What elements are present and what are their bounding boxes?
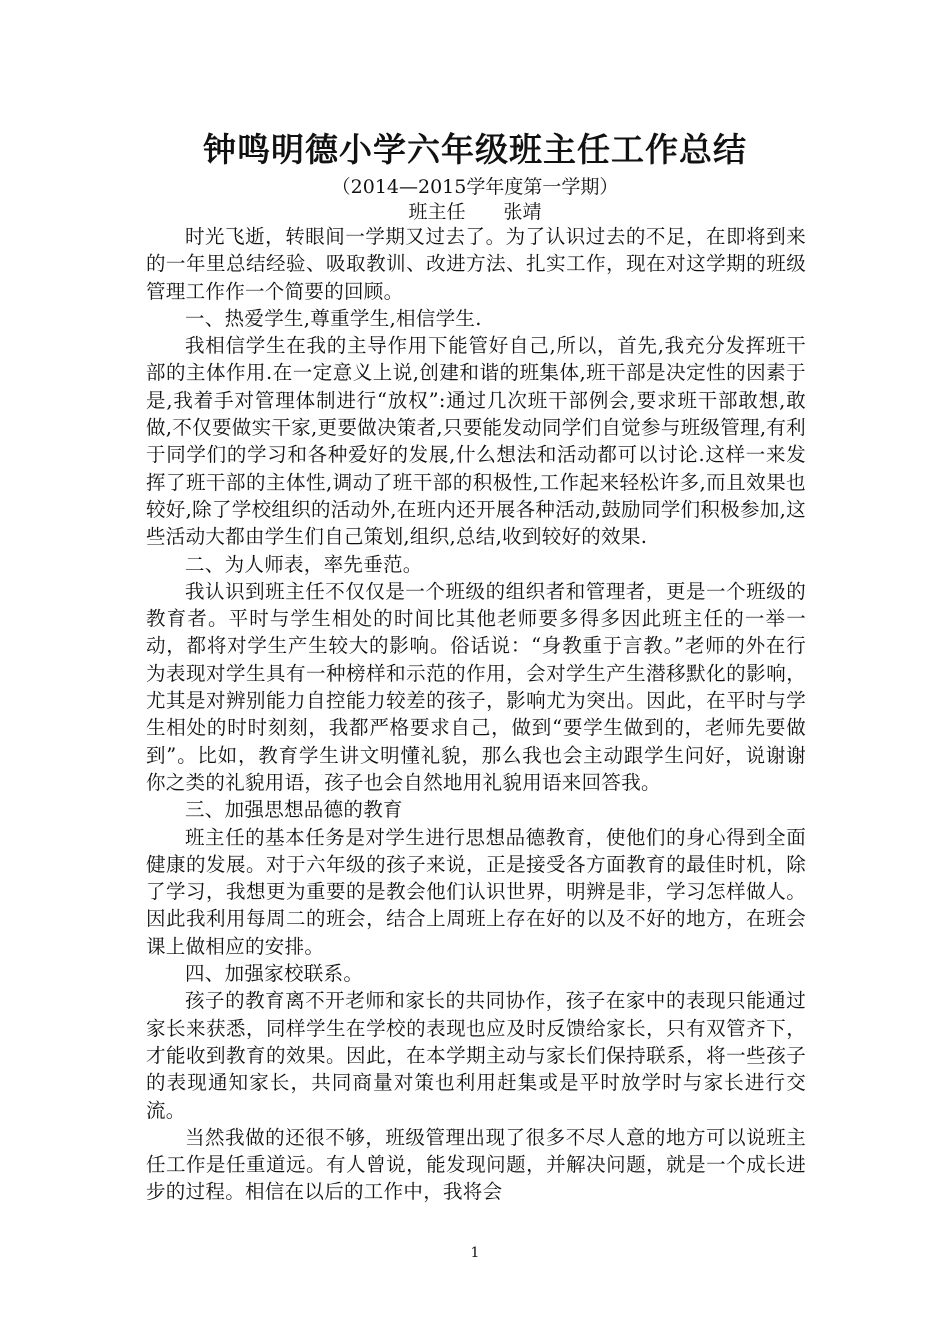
document-title: 钟鸣明德小学六年级班主任工作总结	[203, 130, 747, 169]
author-line: 班主任 张靖	[408, 201, 542, 223]
section-heading-4: 四、加强家校联系。	[185, 962, 364, 986]
page-number: 1	[470, 1245, 480, 1261]
paragraph-section-1: 我相信学生在我的主导作用下能管好自己,所以，首先,我充分发挥班干部的主体作用.在一定意义上说,创建和谐的班集体,班干部是决定性的因素于是,我着手对管理体制进行“放权”:通过几次班干部例会,要求班干部敢想,敢做,不仅要做实干家,更要做决策者,只要能发动同学们自觉参与班级管理,有利于同学们的学习和各种爱好的发展,什么想法和活动都可以讨论.这样一来发挥了班干部的主体性,调动了班干部的积极性,工作起来轻松许多,而且效果也较好,除了学校组织的活动外,在班内还开展各种活动,鼓励同学们积极参加,这些活动大都由学生们自己策划,组织,总结,收到较好的效果.	[146, 334, 806, 549]
document-subtitle: （2014—2015学年度第一学期）	[331, 176, 619, 198]
document-body	[146, 223, 806, 1206]
paragraph-section-2: 我认识到班主任不仅仅是一个班级的组织者和管理者，更是一个班级的教育者。平时与学生相处的时间比其他老师要多得多因此班主任的一举一动，都将对学生产生较大的影响。俗话说：“身教重于言教。”老师的外在行为表现对学生具有一种榜样和示范的作用，会对学生产生潜移默化的影响，尤其是对辨别能力自控能力较差的孩子，影响尤为突出。因此，在平时与学生相处的时时刻刻，我都严格要求自己，做到“要学生做到的，老师先要做到”。比如，教育学生讲文明懂礼貌，那么我也会主动跟学生问好，说谢谢你之类的礼貌用语，孩子也会自然地用礼貌用语来回答我。	[146, 579, 806, 794]
section-heading-1: 一、热爱学生,尊重学生,相信学生.	[185, 306, 482, 330]
paragraph-intro: 时光飞逝，转眼间一学期又过去了。为了认识过去的不足，在即将到来的一年里总结经验、吸取教训、改进方法、扎实工作，现在对这学期的班级管理工作作一个简要的回顾。	[146, 225, 806, 303]
paragraph-section-4: 孩子的教育离不开老师和家长的共同协作，孩子在家中的表现只能通过家长来获悉，同样学生在学校的表现也应及时反馈给家长，只有双管齐下，才能收到教育的效果。因此，在本学期主动与家长们保持联系，将一些孩子的表现通知家长，共同商量对策也利用赶集或是平时放学时与家长进行交流。	[146, 989, 806, 1122]
section-heading-2: 二、为人师表，率先垂范。	[185, 552, 423, 576]
paragraph-section-3: 班主任的基本任务是对学生进行思想品德教育，使他们的身心得到全面健康的发展。对于六年级的孩子来说，正是接受各方面教育的最佳时机，除了学习，我想更为重要的是教会他们认识世界，明辨是非，学习怎样做人。因此我利用每周二的班会，结合上周班上存在好的以及不好的地方，在班会课上做相应的安排。	[146, 825, 806, 958]
section-heading-3: 三、加强思想品德的教育	[185, 798, 403, 822]
paragraph-conclusion: 当然我做的还很不够，班级管理出现了很多不尽人意的地方可以说班主任工作是任重道远。有人曾说，能发现问题，并解决问题，就是一个成长进步的过程。相信在以后的工作中，我将会	[146, 1125, 806, 1204]
